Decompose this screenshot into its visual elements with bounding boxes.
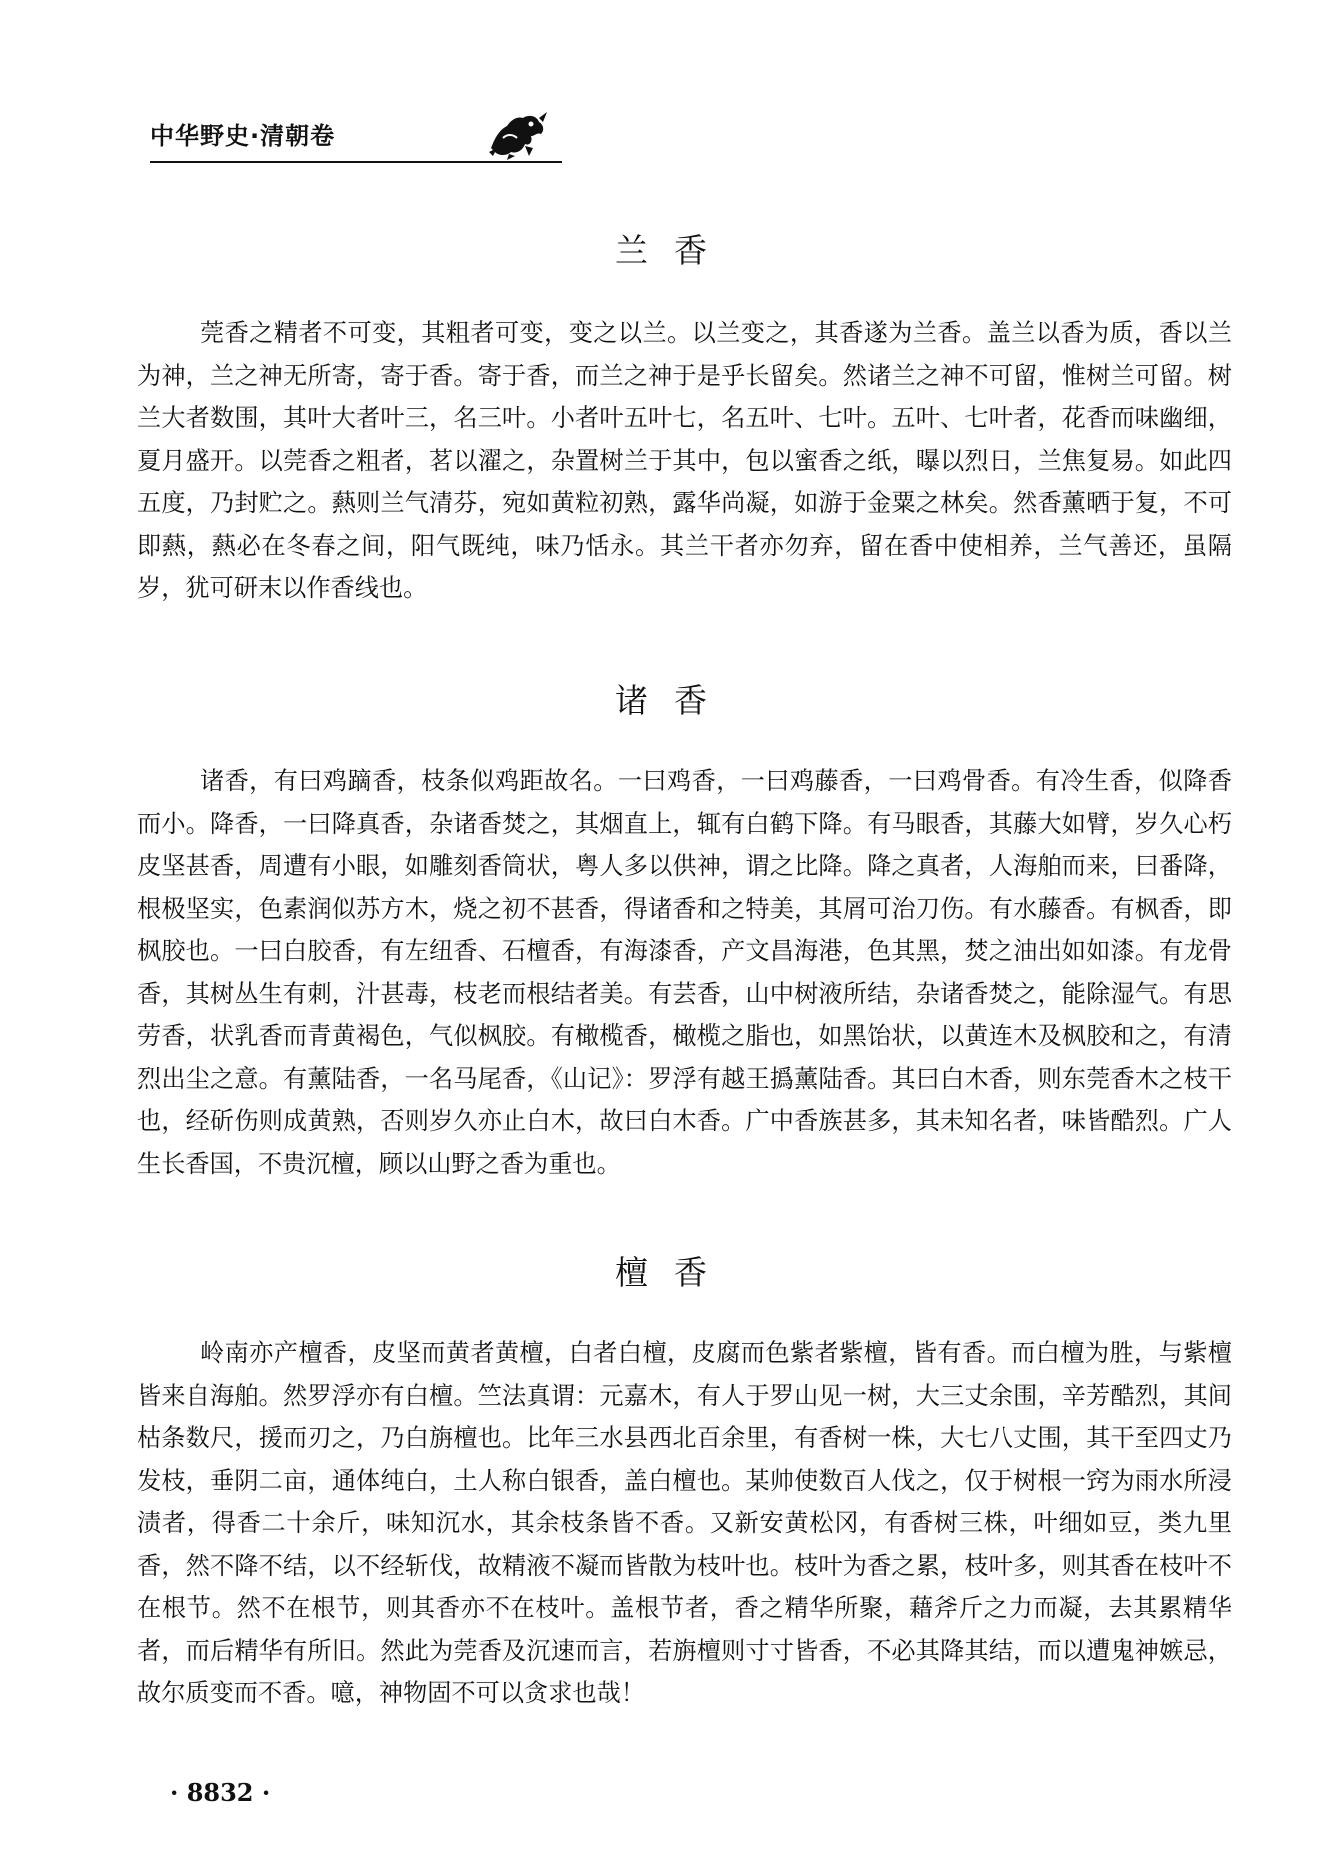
section-title-tanxiang: 檀香 [615,1253,733,1292]
dragon-emblem-icon [485,108,549,160]
running-header [150,108,565,168]
section-body-zhuxiang: 诸香，有曰鸡蹢香，枝条似鸡距故名。一曰鸡香，一曰鸡藤香，一曰鸡骨香。有冷生香，似降香而小。降香，一曰降真香，杂诸香焚之，其烟直上，辄有白鹤下降。有马眼香，其藤大如臂，岁久心朽皮坚甚香，周遭有小眼，如雕刻香筒状，粤人多以供神，谓之比降。降之真者，人海舶而来，曰番降，根极坚实，色素润似苏方木，烧之初不甚香，得诸香和之特美，其屑可治刀伤。有水藤香。有枫香，即枫胶也。一曰白胶香，有左纽香、石檀香，有海漆香，产文昌海港，色其黑，焚之油出如如漆。有龙骨香，其树丛生有刺，汁甚毒，枝老而根结者美。有芸香，山中树液所结，杂诸香焚之，能除湿气。有思劳香，状乳香而青黄褐色，气似枫胶。有橄榄香，橄榄之脂也，如黑饴状，以黄连木及枫胶和之，有清烈出尘之意。有薰陆香，一名马尾香，《山记》：罗浮有越王撝薰陆香。其曰白木香，则东莞香木之枝干也，经斫伤则成黄熟，否则岁久亦止白木，故曰白木香。广中香族甚多，其未知名者，味皆酷烈。广人生长香国，不贵沉檀，顾以山野之香为重也。 [137,767,1232,1178]
book-title: 中华野史·清朝卷 [150,122,336,150]
page-number: · 8832 · [170,1778,271,1807]
section-title-zhuxiang: 诸香 [615,681,733,720]
header-rule [150,161,562,163]
section-body-tanxiang: 岭南亦产檀香，皮坚而黄者黄檀，白者白檀，皮腐而色紫者紫檀，皆有香。而白檀为胜，与紫檀皆来自海舶。然罗浮亦有白檀。竺法真谓：元嘉木，有人于罗山见一树，大三丈余围，辛芳酷烈，其间枯条数尺，援而刃之，乃白旃檀也。比年三水县西北百余里，有香树一株，大七八丈围，其干至四丈乃发枝，垂阴二亩，通体纯白，土人称白银香，盖白檀也。某帅使数百人伐之，仅于树根一窍为雨水所浸渍者，得香二十余斤，味知沉水，其余枝条皆不香。又新安黄松冈，有香树三株，叶细如豆，类九里香，然不降不结，以不经斩伐，故精液不凝而皆散为枝叶也。枝叶为香之累，枝叶多，则其香在枝叶不在根节。然不在根节，则其香亦不在枝叶。盖根节者，香之精华所聚，藉斧斤之力而凝，去其累精华者，而后精华有所旧。然此为莞香及沉速而言，若旃檀则寸寸皆香，不必其降其结，而以遭鬼神嫉忌，故尔质变而不香。噫，神物固不可以贪求也哉！ [137,1339,1232,1707]
section-title-lanxiang: 兰香 [615,231,733,270]
section-body-lanxiang: 莞香之精者不可变，其粗者可变，变之以兰。以兰变之，其香遂为兰香。盖兰以香为质，香以兰为神，兰之神无所寄，寄于香。寄于香，而兰之神于是乎长留矣。然诸兰之神不可留，惟树兰可留。树兰大者数围，其叶大者叶三，名三叶。小者叶五叶七，名五叶、七叶。五叶、七叶者，花香而味幽细，夏月盛开。以莞香之粗者，茗以濯之，杂置树兰于其中，包以蜜香之纸，曝以烈日，兰焦复易。如此四五度，乃封贮之。爇则兰气清芬，宛如黄粒初熟，露华尚凝，如游于金粟之林矣。然香薰晒于复，不可即爇，爇必在冬春之间，阳气既纯，味乃恬永。其兰干者亦勿弃，留在香中使相养，兰气善还，虽隔岁，犹可研末以作香线也。 [137,319,1232,602]
